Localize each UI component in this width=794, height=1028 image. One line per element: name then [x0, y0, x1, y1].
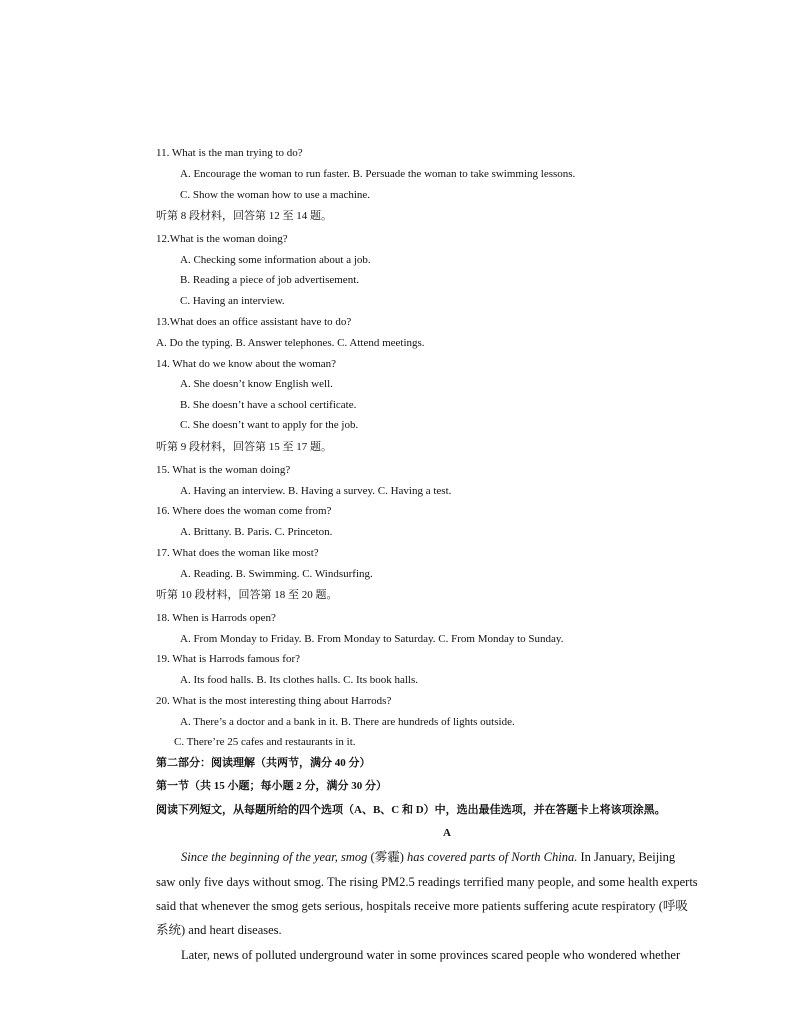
question-14-stem: 14. What do we know about the woman?	[156, 358, 337, 370]
question-12-stem: 12.What is the woman doing?	[156, 233, 288, 245]
question-12-option-a: A. Checking some information about a job.	[180, 254, 371, 266]
question-16-stem: 16. Where does the woman come from?	[156, 505, 332, 517]
question-15-options: A. Having an interview. B. Having a survey. C. Having a test.	[180, 485, 452, 497]
question-13-stem: 13.What does an office assistant have to do?	[156, 316, 352, 328]
question-17-options: A. Reading. B. Swimming. C. Windsurfing.	[180, 568, 373, 580]
question-12-option-c: C. Having an interview.	[180, 295, 285, 307]
passage-line-2: saw only five days without smog. The rising PM2.5 readings terrified many people, and some health experts	[156, 875, 698, 889]
question-12-option-b: B. Reading a piece of job advertisement.	[180, 274, 359, 286]
question-20-options-ab: A. There’s a doctor and a bank in it. B. There are hundreds of lights outside.	[180, 716, 515, 728]
question-11-options-ab: A. Encourage the woman to run faster. B. Persuade the woman to take swimming lessons.	[180, 168, 576, 180]
question-15-stem: 15. What is the woman doing?	[156, 464, 291, 476]
question-19-options: A. Its food halls. B. Its clothes halls. C. Its book halls.	[180, 674, 419, 686]
question-14-option-b: B. She doesn’t have a school certificate.	[180, 399, 357, 411]
passage-line-5: Later, news of polluted underground water in some provinces scared people who wondered whether	[181, 948, 681, 962]
section-8-heading: 听第 8 段材料，回答第 12 至 14 题。	[156, 210, 332, 222]
question-20-option-c: C. There’re 25 cafes and restaurants in it.	[174, 736, 356, 748]
passage-line-1-italic-b: has covered parts of North China.	[403, 850, 578, 864]
passage-line-4: 系统) and heart diseases.	[156, 923, 282, 937]
passage-line-1-italic-a: Since the beginning of the year, smog	[181, 850, 371, 864]
question-18-stem: 18. When is Harrods open?	[156, 612, 276, 624]
section-9-heading: 听第 9 段材料，回答第 15 至 17 题。	[156, 441, 332, 453]
question-14-option-c: C. She doesn’t want to apply for the job.	[180, 419, 359, 431]
passage-line-1	[181, 845, 675, 870]
part-two-title: 第二部分：阅读理解（共两节，满分 40 分）	[156, 757, 371, 769]
passage-smog-chinese: (雾霾)	[370, 850, 404, 864]
question-18-options: A. From Monday to Friday. B. From Monday to Saturday. C. From Monday to Sunday.	[180, 633, 564, 645]
question-11-option-c: C. Show the woman how to use a machine.	[180, 189, 371, 201]
section-10-heading: 听第 10 段材料，回答第 18 至 20 题。	[156, 589, 338, 601]
question-19-stem: 19. What is Harrods famous for?	[156, 653, 300, 665]
passage-letter: A	[443, 827, 451, 839]
reading-instructions: 阅读下列短文，从每题所给的四个选项（A、B、C 和 D）中，选出最佳选项，并在答题卡上将该项涂黑。	[156, 804, 666, 816]
passage-line-1-rest: In January, Beijing	[577, 850, 676, 864]
question-20-stem: 20. What is the most interesting thing about Harrods?	[156, 695, 392, 707]
question-17-stem: 17. What does the woman like most?	[156, 547, 319, 559]
section-one-title: 第一节（共 15 小题；每小题 2 分，满分 30 分）	[156, 780, 387, 792]
passage-line-3: said that whenever the smog gets serious, hospitals receive more patients suffering acute respiratory (呼吸	[156, 899, 688, 913]
question-16-options: A. Brittany. B. Paris. C. Princeton.	[180, 526, 333, 538]
question-13-options: A. Do the typing. B. Answer telephones. C. Attend meetings.	[156, 337, 425, 349]
question-14-option-a: A. She doesn’t know English well.	[180, 378, 333, 390]
question-11-stem: 11. What is the man trying to do?	[156, 147, 303, 159]
